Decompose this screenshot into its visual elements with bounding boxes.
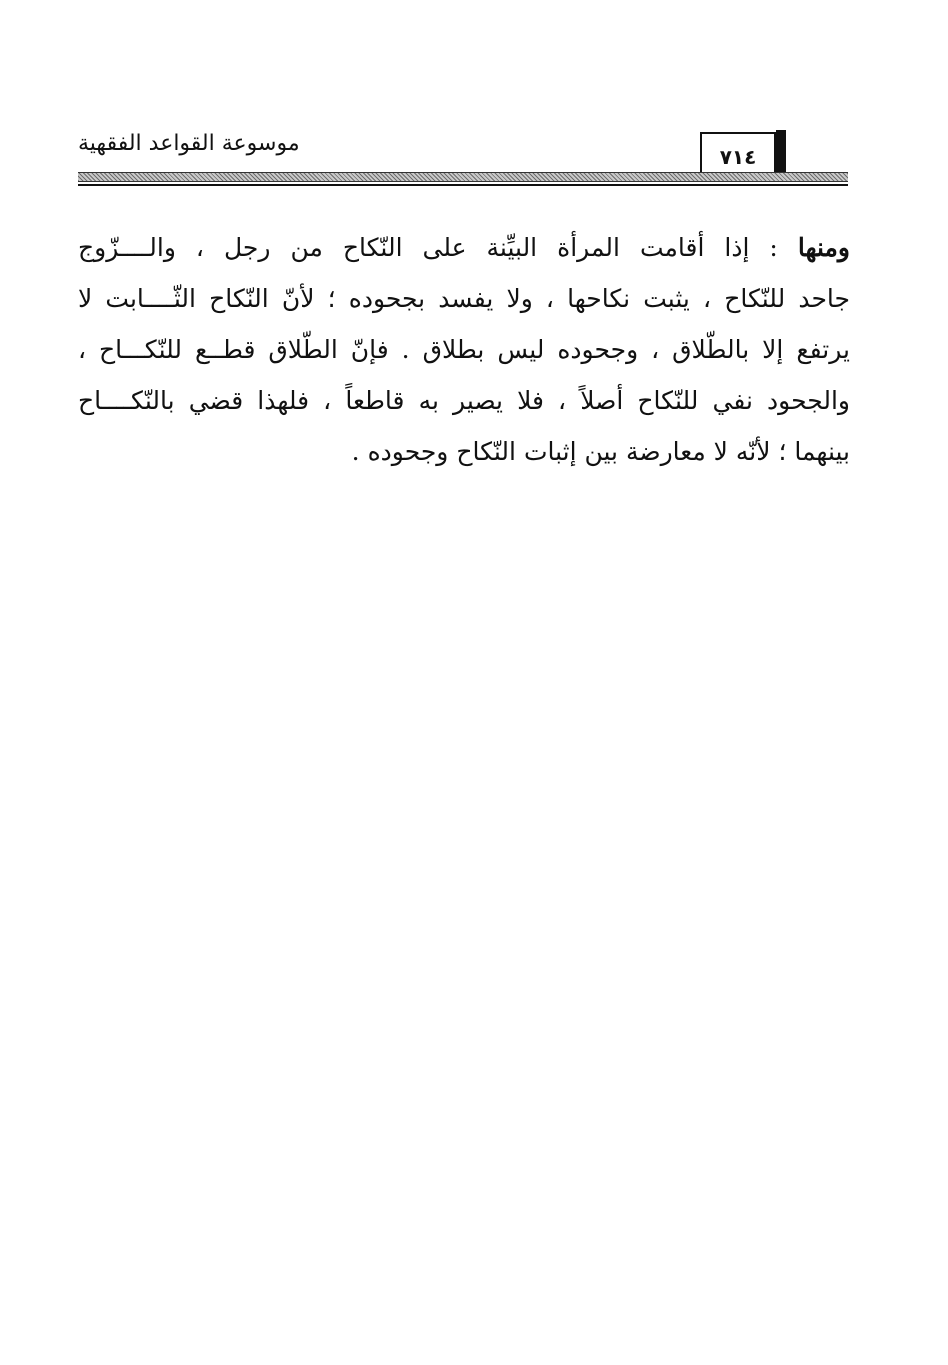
page-header bbox=[78, 120, 848, 198]
body-paragraph bbox=[78, 222, 850, 477]
page-number: ٧١٤ bbox=[719, 145, 757, 169]
header-rule-line bbox=[78, 184, 848, 186]
text-line-1-rest: : إذا أقامت المرأة البيِّنة على النّكاح من رجل ، والــــزّوج bbox=[78, 233, 798, 262]
text-line-3: يرتفع إلا بالطّلاق ، وجحوده ليس بطلاق . فإنّ الطّلاق قطــع للنّكـــاح ، bbox=[78, 335, 850, 364]
text-line-1 bbox=[78, 222, 850, 273]
text-line-4: والجحود نفي للنّكاح أصلاً ، فلا يصير به قاطعاً ، فلهذا قضي بالنّكــــاح bbox=[78, 386, 850, 415]
header-rule-band bbox=[78, 172, 848, 182]
text-line-2: جاحد للنّكاح ، يثبت نكاحها ، ولا يفسد بجحوده ؛ لأنّ النّكاح الثّــــابت لا bbox=[78, 284, 850, 313]
running-title: موسوعة القواعد الفقهية bbox=[78, 131, 300, 156]
lead-word: ومنها bbox=[797, 233, 850, 262]
text-line-5: بينهما ؛ لأنّه لا معارضة بين إثبات النّكاح وجحوده . bbox=[351, 437, 850, 466]
